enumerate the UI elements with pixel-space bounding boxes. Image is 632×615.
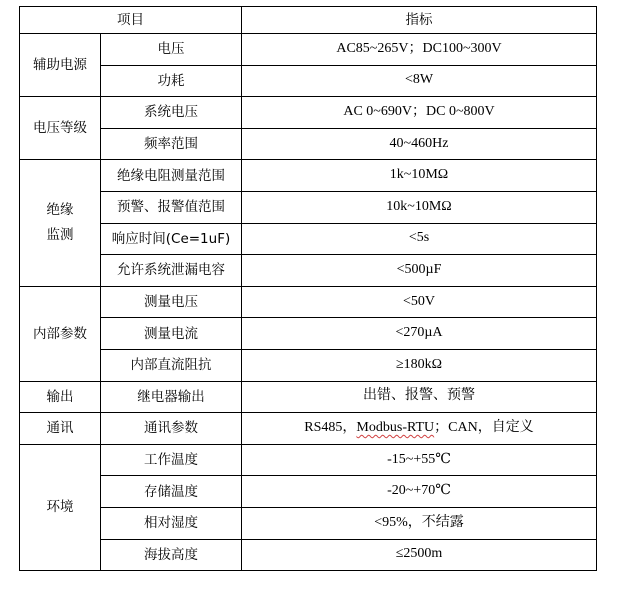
- value-cell: <8W: [242, 65, 597, 97]
- parameter-cell: 允许系统泄漏电容: [101, 255, 242, 287]
- parameter-cell: 绝缘电阻测量范围: [101, 160, 242, 192]
- parameter-cell: 测量电流: [101, 318, 242, 350]
- table-row: [20, 349, 597, 381]
- value-cell: ≥180kΩ: [242, 349, 597, 381]
- value-cell: 10k~10MΩ: [242, 191, 597, 223]
- table-row: [20, 476, 597, 508]
- parameter-cell: 预警、报警值范围: [101, 191, 242, 223]
- table-row: [20, 286, 597, 318]
- parameter-cell: 测量电压: [101, 286, 242, 318]
- parameter-cell: 存储温度: [101, 476, 242, 508]
- table-row: [20, 539, 597, 571]
- value-cell: <5s: [242, 223, 597, 255]
- parameter-cell: 频率范围: [101, 128, 242, 160]
- value-cell: <500µF: [242, 255, 597, 287]
- table-row: [20, 223, 597, 255]
- value-cell: [242, 413, 597, 445]
- header-spec: 指标: [242, 7, 597, 34]
- parameter-cell: 通讯参数: [101, 413, 242, 445]
- group-name-cell: [20, 444, 101, 570]
- parameter-cell: 系统电压: [101, 97, 242, 129]
- value-part: Modbus-RTU: [356, 420, 435, 436]
- table-row: [20, 160, 597, 192]
- specification-table-body: [20, 7, 597, 571]
- group-name-cell: [20, 413, 101, 445]
- parameter-cell: 海拔高度: [101, 539, 242, 571]
- table-row: [20, 191, 597, 223]
- value-cell: AC 0~690V；DC 0~800V: [242, 97, 597, 129]
- value-part: RS485，: [304, 420, 357, 436]
- value-part: ；CAN，自定义: [434, 420, 534, 436]
- value-cell: <50V: [242, 286, 597, 318]
- group-name-line: 内部参数: [33, 325, 87, 342]
- value-cell: 1k~10MΩ: [242, 160, 597, 192]
- table-row: [20, 128, 597, 160]
- table-row: [20, 255, 597, 287]
- table-row: [20, 444, 597, 476]
- header-item: 项目: [20, 7, 242, 34]
- table-row: [20, 97, 597, 129]
- group-name-cell: [20, 381, 101, 413]
- group-name-line: 通讯: [46, 420, 74, 437]
- parameter-cell: 电压: [101, 34, 242, 66]
- parameter-cell: 工作温度: [101, 444, 242, 476]
- table-row: [20, 381, 597, 413]
- table-row: [20, 413, 597, 445]
- value-cell: <270µA: [242, 318, 597, 350]
- table-row: [20, 318, 597, 350]
- group-name-cell: [20, 286, 101, 381]
- value-cell: 出错、报警、预警: [242, 381, 597, 413]
- group-name-line: 监测: [46, 227, 74, 244]
- group-name-cell: [20, 97, 101, 160]
- table-header-row: [20, 7, 597, 34]
- table-row: [20, 507, 597, 539]
- group-name-line: 绝缘: [46, 202, 74, 219]
- value-cell: <95%，不结露: [242, 507, 597, 539]
- value-cell: AC85~265V；DC100~300V: [242, 34, 597, 66]
- table-row: [20, 65, 597, 97]
- specification-table: [19, 6, 597, 571]
- group-name-line: 辅助电源: [33, 57, 87, 73]
- value-cell: -15~+55℃: [242, 444, 597, 476]
- group-name-line: 输出: [46, 388, 74, 405]
- value-cell: -20~+70℃: [242, 476, 597, 508]
- parameter-cell: 继电器输出: [101, 381, 242, 413]
- parameter-cell: 内部直流阻抗: [101, 349, 242, 381]
- group-name-cell: [20, 160, 101, 286]
- table-row: [20, 34, 597, 66]
- value-cell: ≤2500m: [242, 539, 597, 571]
- parameter-cell: 响应时间(Ce=1uF): [101, 223, 242, 255]
- group-name-line: 环境: [46, 499, 74, 516]
- group-name-line: 电压等级: [33, 120, 87, 137]
- value-cell: 40~460Hz: [242, 128, 597, 160]
- parameter-cell: 功耗: [101, 65, 242, 97]
- parameter-cell: 相对湿度: [101, 507, 242, 539]
- group-name-cell: [20, 34, 101, 97]
